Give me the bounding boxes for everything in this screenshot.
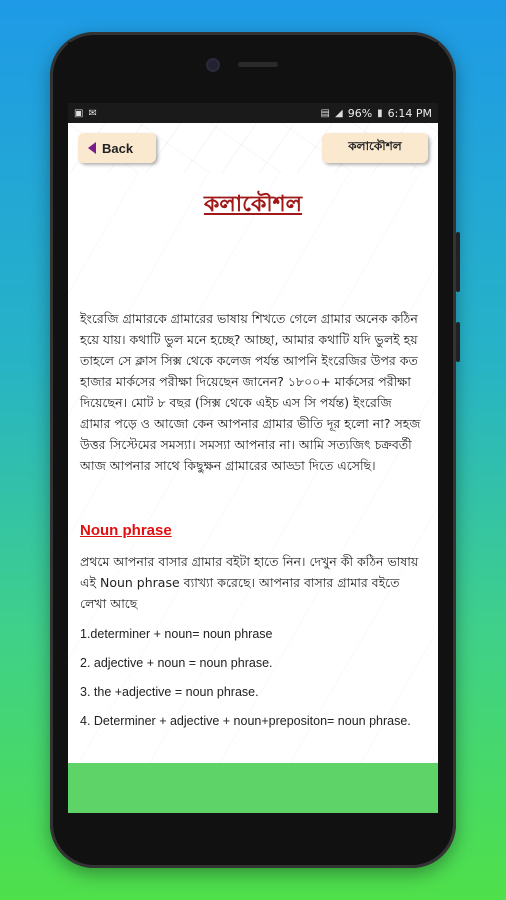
rule-item: 3. the +adjective = noun phrase. bbox=[80, 685, 259, 699]
intro-paragraph: ইংরেজি গ্রামারকে গ্রামারের ভাষায় শিখতে গেলে গ্রামার অনেক কঠিন হয়ে যায়। কথাটি ভুল মনে হচ্ছে? আচ্ছা, আমার কথাটি যদি ভুলই হয় তাহলে সে ক্লাস সিক্স থেকে কলেজ পর্যন্ত আপনি ইংরেজির উপর কত হাজার মার্কসের পরীক্ষা দিয়েছেন জানেন? ১৮০০+ মার্কসের পরীক্ষা দিয়েছেন। মোট ৮ বছর (সিক্স থেকে এইচ এস সি পর্যন্ত) ইংরেজি গ্রামার পড়ে ও আজো কেন আপনার গ্রামার ভীতি দূর হলো না? সহজ উত্তর সিস্টেমের সমস্যা। সমস্যা আপনার না। আমি সত্যজিৎ চক্রবর্তী আজ আপনার সাথে কিছুক্ষন গ্রামারের আড্ডা দিতে এসেছি। bbox=[80, 311, 421, 473]
page-title: কলাকৌশল bbox=[203, 192, 303, 217]
back-arrow-icon bbox=[88, 142, 96, 154]
power-button bbox=[456, 322, 460, 362]
article-content[interactable] bbox=[68, 173, 438, 763]
data-saver-icon: ▤ bbox=[320, 107, 330, 119]
rule-item: 4. Determiner + adjective + noun+prepositon= noun phrase. bbox=[80, 714, 411, 728]
back-button-label: Back bbox=[102, 140, 134, 156]
app-screen bbox=[68, 103, 438, 813]
status-bar bbox=[68, 103, 438, 123]
category-title-button[interactable] bbox=[322, 133, 428, 163]
back-button[interactable] bbox=[78, 133, 156, 163]
bottom-banner-area bbox=[68, 763, 438, 813]
clock: 6:14 PM bbox=[387, 106, 432, 120]
image-notification-icon: ▣ bbox=[74, 107, 84, 119]
rule-item: 2. adjective + noun = noun phrase. bbox=[80, 656, 273, 670]
gmail-notification-icon: ✉ bbox=[88, 107, 97, 119]
signal-icon: ◢ bbox=[335, 107, 343, 119]
notch bbox=[190, 42, 320, 94]
front-camera bbox=[208, 60, 218, 70]
category-title-label: কলাকৌশল bbox=[348, 139, 402, 153]
app-toolbar bbox=[68, 123, 438, 173]
battery-level: 96% bbox=[347, 106, 373, 120]
section-heading-noun-phrase: Noun phrase bbox=[80, 522, 172, 539]
section-intro: প্রথমে আপনার বাসার গ্রামার বইটা হাতে নিন। দেখুন কী কঠিন ভাষায় এই Noun phrase ব্যাখ্যা করেছে। আপনার বাসার গ্রামার বইতে লেখা আছে bbox=[80, 554, 419, 611]
earpiece-speaker bbox=[238, 62, 278, 67]
battery-icon: ▮ bbox=[377, 107, 383, 119]
volume-button bbox=[456, 232, 460, 292]
rule-item: 1.determiner + noun= noun phrase bbox=[80, 627, 273, 641]
